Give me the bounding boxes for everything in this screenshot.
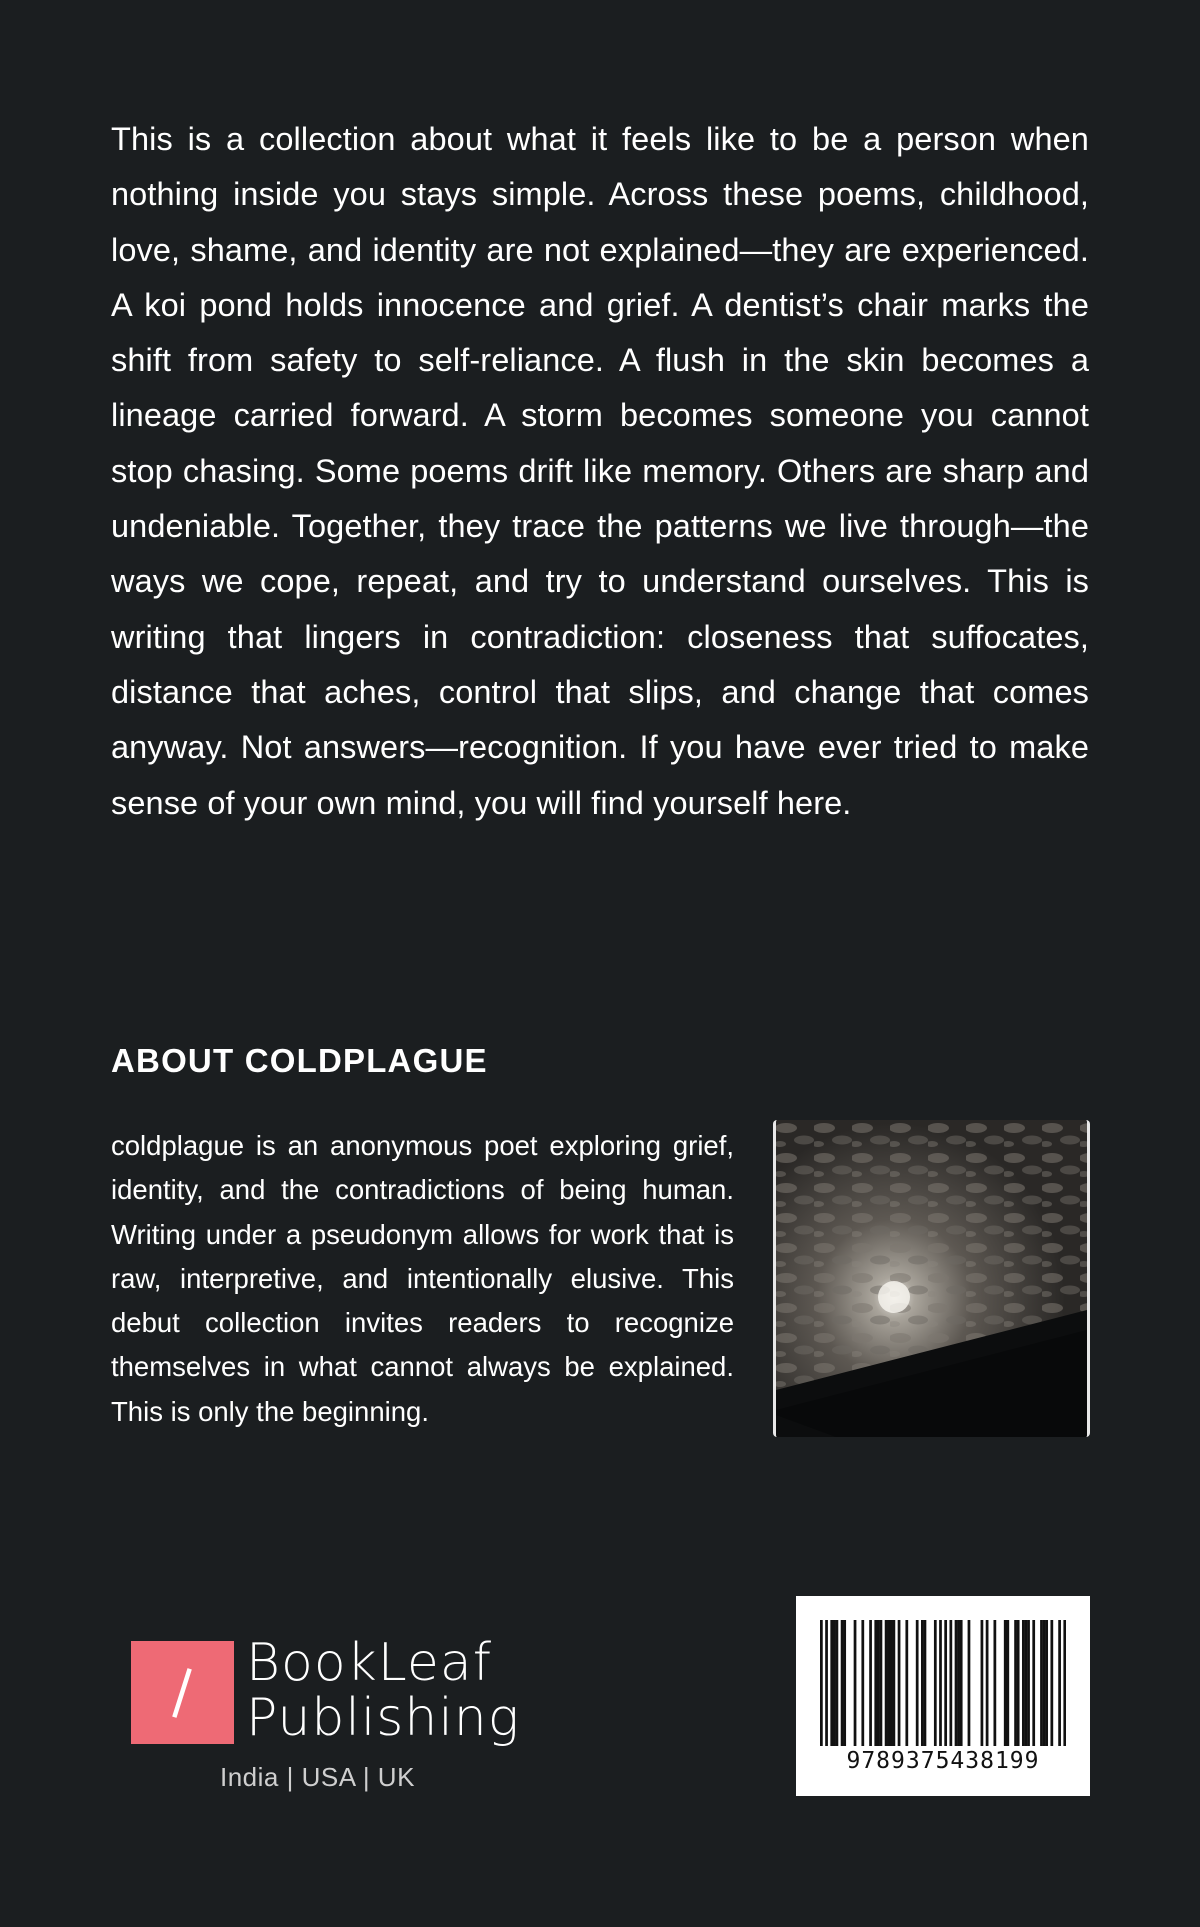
publisher-name-line1: BookLeaf	[246, 1633, 493, 1693]
barcode-bar	[874, 1620, 877, 1746]
barcode-bar	[1004, 1620, 1007, 1746]
author-photo	[773, 1120, 1090, 1437]
barcode-bar	[825, 1620, 828, 1746]
barcode-bar	[1058, 1620, 1061, 1746]
barcode-bar	[1014, 1620, 1017, 1746]
barcode-bar	[843, 1620, 846, 1746]
barcode-bar	[880, 1620, 883, 1746]
barcode-bar	[1017, 1620, 1020, 1746]
barcode-bar	[924, 1620, 927, 1746]
barcode-bar	[877, 1620, 880, 1746]
barcode-bar	[949, 1620, 952, 1746]
barcode-bar	[861, 1620, 864, 1746]
barcode-bar	[869, 1620, 872, 1746]
barcode-bar	[944, 1620, 947, 1746]
publisher-name-line2: Publishing	[246, 1688, 520, 1748]
barcode-bar	[921, 1620, 924, 1746]
barcode-bar	[841, 1620, 844, 1746]
barcode-bar	[934, 1620, 937, 1746]
barcode-bar	[1022, 1620, 1025, 1746]
barcode-bar	[1032, 1620, 1035, 1746]
bookleaf-logo-icon	[131, 1641, 234, 1744]
barcode-bar	[960, 1620, 963, 1746]
barcode-bar	[1045, 1620, 1048, 1746]
about-author-heading: ABOUT COLDPLAGUE	[111, 1042, 488, 1079]
barcode-bar	[830, 1620, 833, 1746]
barcode-bar	[1027, 1620, 1030, 1746]
barcode-bar	[905, 1620, 908, 1746]
barcode-bar	[993, 1620, 996, 1746]
back-cover-blurb: This is a collection about what it feels like to be a person when nothing inside you stays simple. Across these poems, childhood, love, shame, and identity are not explained—they are experienced. A koi pond holds innocence and grief. A dentist’s chair marks the shift from safety to self-reliance. A flush in the skin becomes a lineage carried forward. A storm becomes someone you cannot stop chasing. Some poems drift like memory. Others are sharp and undeniable. Together, they trace the patterns we live through—the ways we cope, repeat, and try to understand ourselves. This is writing that lingers in contradiction: closeness that suffocates, distance that aches, control that slips, and change that comes anyway. Not answers—recognition. If you have ever tried to make sense of your own mind, you will find yourself here.	[111, 121, 1089, 821]
isbn-number: 9789375438199	[846, 1748, 1040, 1774]
barcode-bar	[968, 1620, 971, 1746]
barcode-bar	[898, 1620, 901, 1746]
isbn-barcode	[796, 1596, 1090, 1796]
barcode-bar	[1006, 1620, 1009, 1746]
barcode-bar	[1043, 1620, 1046, 1746]
barcode-bar	[916, 1620, 919, 1746]
barcode-bar	[1050, 1620, 1053, 1746]
author-bio: coldplague is an anonymous poet exploring grief, identity, and the contradictions of being human. Writing under a pseudonym allows for work that is raw, interpretive, and intentionally elusive. This debut collection invites readers to recognize themselves in what cannot always be explained. This is only the beginning.	[111, 1130, 734, 1427]
barcode-bar	[1025, 1620, 1028, 1746]
barcode-bar	[890, 1620, 893, 1746]
barcode-bar	[986, 1620, 989, 1746]
barcode-bar	[955, 1620, 958, 1746]
barcode-bar	[836, 1620, 839, 1746]
barcode-bar	[820, 1620, 823, 1746]
barcode-bar	[854, 1620, 857, 1746]
barcode-bar	[981, 1620, 984, 1746]
barcode-bar	[957, 1620, 960, 1746]
barcode-bar	[833, 1620, 836, 1746]
barcode-bar	[1040, 1620, 1043, 1746]
barcode-bars	[820, 1620, 1066, 1746]
barcode-bar	[893, 1620, 896, 1746]
barcode-bar	[887, 1620, 890, 1746]
publisher-regions: India | USA | UK	[220, 1762, 415, 1792]
barcode-bar	[1063, 1620, 1066, 1746]
barcode-bar	[939, 1620, 942, 1746]
barcode-bar	[885, 1620, 888, 1746]
